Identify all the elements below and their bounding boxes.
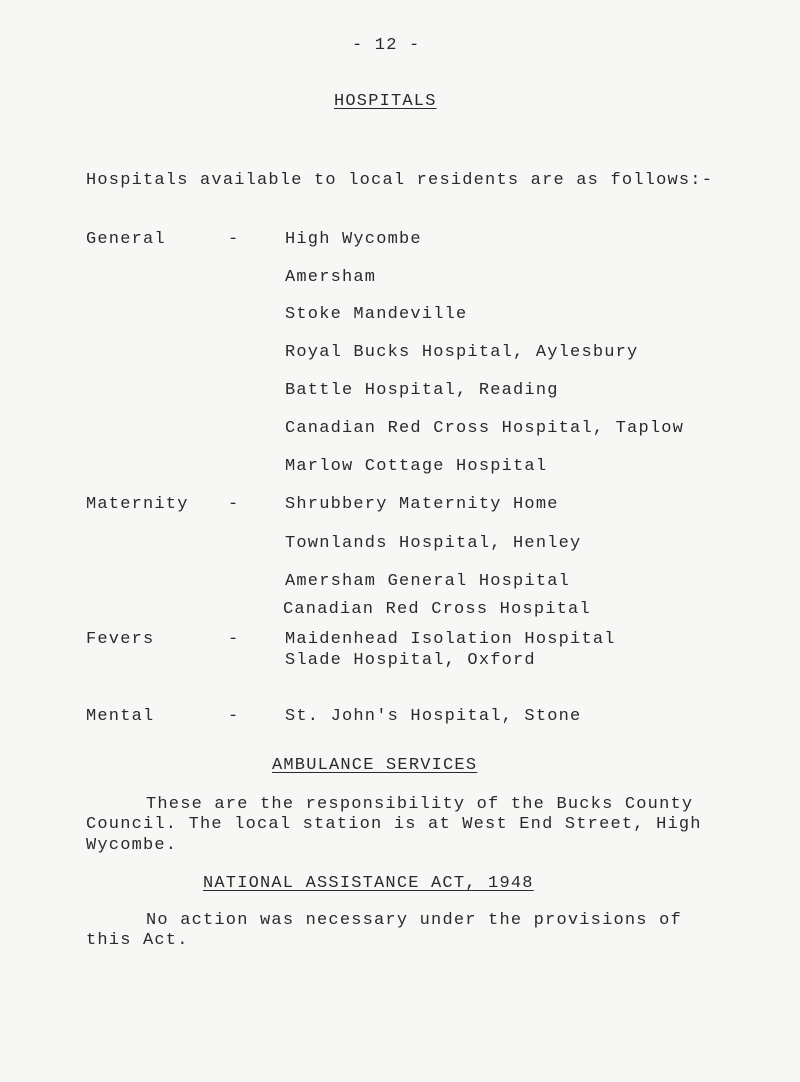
hospital-entry: High Wycombe <box>285 230 422 249</box>
hospital-entry: Battle Hospital, Reading <box>285 381 559 400</box>
hospital-entry: Royal Bucks Hospital, Aylesbury <box>285 343 639 362</box>
hospital-entry: Marlow Cottage Hospital <box>285 457 548 476</box>
hospital-entry: Shrubbery Maternity Home <box>285 495 559 514</box>
ambulance-heading: AMBULANCE SERVICES <box>272 756 478 775</box>
hospital-entry: Slade Hospital, Oxford <box>285 651 536 670</box>
ambulance-text-line: Council. The local station is at West End Street, High <box>86 815 702 834</box>
page-number: - 12 - <box>352 36 421 55</box>
ambulance-text-line: These are the responsibility of the Bucks County <box>146 795 694 814</box>
hospital-entry: Townlands Hospital, Henley <box>285 534 582 553</box>
hospital-entry: Stoke Mandeville <box>285 305 468 324</box>
category-dash: - <box>228 495 240 514</box>
national-assistance-text-line: No action was necessary under the provisions of <box>146 911 682 930</box>
category-maternity: Maternity <box>86 495 189 514</box>
category-dash: - <box>228 230 240 249</box>
hospital-entry: Amersham General Hospital <box>285 572 571 591</box>
hospital-entry: St. John's Hospital, Stone <box>285 707 582 726</box>
category-fevers: Fevers <box>86 630 155 649</box>
hospital-entry: Canadian Red Cross Hospital <box>283 600 591 619</box>
hospitals-intro: Hospitals available to local residents are as follows:- <box>86 171 714 190</box>
hospital-entry: Amersham <box>285 268 377 287</box>
category-general: General <box>86 230 166 249</box>
national-assistance-text-line: this Act. <box>86 931 189 950</box>
hospital-entry: Canadian Red Cross Hospital, Taplow <box>285 419 685 438</box>
ambulance-text-line: Wycombe. <box>86 836 178 855</box>
category-mental: Mental <box>86 707 155 726</box>
hospital-entry: Maidenhead Isolation Hospital <box>285 630 616 649</box>
national-assistance-heading: NATIONAL ASSISTANCE ACT, 1948 <box>203 874 534 893</box>
category-dash: - <box>228 707 240 726</box>
hospitals-heading: HOSPITALS <box>334 92 437 111</box>
category-dash: - <box>228 630 240 649</box>
